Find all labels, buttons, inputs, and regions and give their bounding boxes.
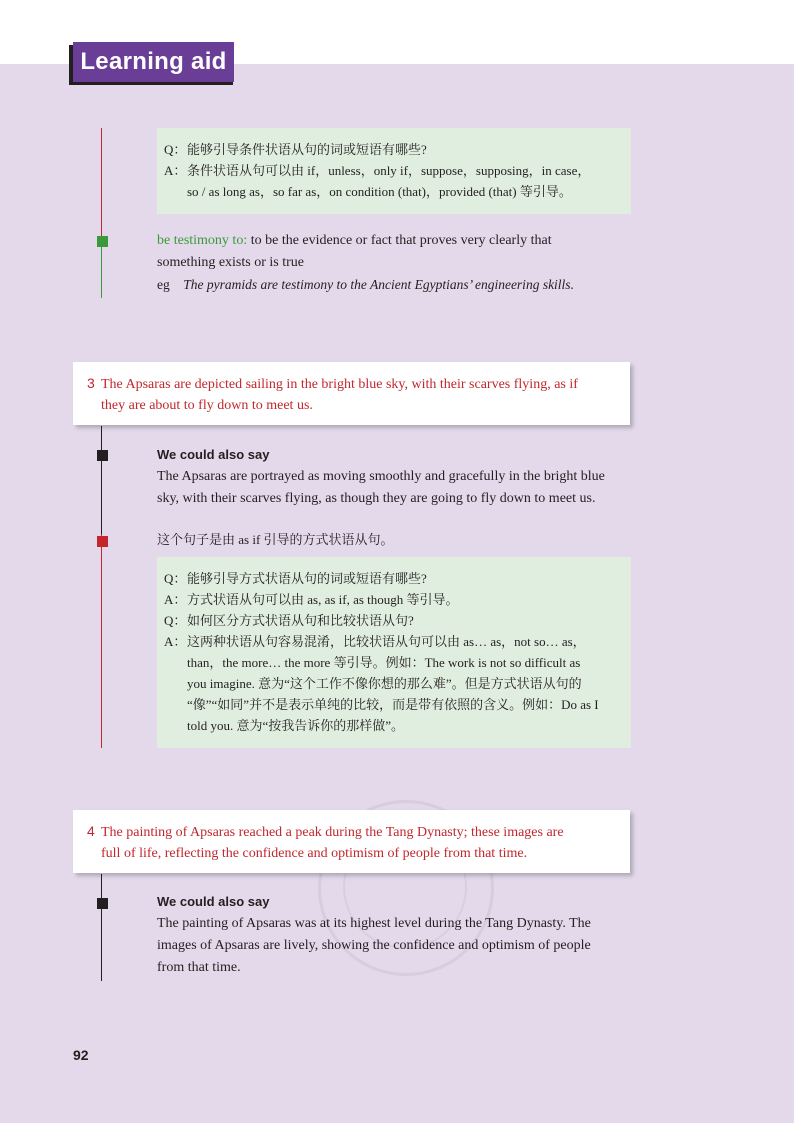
qa-line: “像”“如同”并不是表示单纯的比较，而是带有依照的含义。例如：Do as I: [187, 697, 599, 712]
qa-line: Q：能够引导方式状语从句的词或短语有哪些?: [164, 571, 427, 586]
qa-line: so / as long as，so far as，on condition (that)，provided (that) 等引导。: [187, 184, 572, 199]
sentence-box-3: [73, 362, 630, 425]
also-say-text: The Apsaras are portrayed as moving smoothly and gracefully in the bright blue: [157, 469, 605, 484]
also-say-text: The painting of Apsaras was at its highest level during the Tang Dynasty. The: [157, 916, 591, 931]
black-margin-line: [101, 874, 102, 981]
also-say-4: [157, 891, 637, 979]
green-square-marker: [97, 236, 108, 247]
eg-label: eg: [157, 277, 170, 292]
vocab-entry: [157, 230, 627, 296]
vocab-definition: to be the evidence or fact that proves very clearly that: [247, 233, 552, 248]
learning-aid-badge: Learning aid: [73, 42, 234, 82]
black-square-marker: [97, 898, 108, 909]
also-say-text: from that time.: [157, 960, 241, 975]
qa-line: you imagine. 意为“这个工作不像你想的那么难”。但是方式状语从句的: [187, 676, 582, 691]
qa-line: A：这两种状语从句容易混淆，比较状语从句可以由 as… as，not so… as，: [164, 634, 586, 649]
also-say-text: sky, with their scarves flying, as though they are going to fly down to meet us.: [157, 491, 596, 506]
vocab-term: be testimony to:: [157, 233, 248, 248]
sentence-box-4: [73, 810, 630, 873]
also-say-text: images of Apsaras are lively, showing the confidence and optimism of people: [157, 938, 591, 953]
page-number: 92: [73, 1047, 89, 1063]
red-margin-line: [101, 534, 102, 748]
qa-line: A：方式状语从句可以由 as, as if, as though 等引导。: [164, 592, 459, 607]
black-margin-line: [101, 426, 102, 534]
black-square-marker: [97, 450, 108, 461]
sentence-3-text: 3 The Apsaras are depicted sailing in the bright blue sky, with their scarves flying, as if they are about to fly down to meet us.: [87, 375, 578, 413]
sentence-4-text: 4 The painting of Apsaras reached a peak during the Tang Dynasty; these images are full of life, reflecting the confidence and optimism of people from that time.: [87, 823, 564, 861]
qa-line: than，the more… the more 等引导。例如：The work is not so difficult as: [187, 655, 581, 670]
vocab-definition-cont: something exists or is true: [157, 255, 304, 270]
green-margin-line: [101, 240, 102, 298]
qa-conditional: [164, 139, 624, 202]
qa-line: told you. 意为“按我告诉你的那样做”。: [187, 718, 405, 733]
qa-manner: [164, 568, 626, 736]
also-say-heading: We could also say: [157, 894, 270, 909]
qa-line: A：条件状语从句可以由 if，unless，only if，suppose，supposing，in case，: [164, 163, 591, 178]
eg-sentence: The pyramids are testimony to the Ancient Egyptians’ engineering skills.: [183, 277, 574, 292]
qa-line: Q：如何区分方式状语从句和比较状语从句?: [164, 613, 414, 628]
also-say-heading: We could also say: [157, 447, 270, 462]
grammar-note: 这个句子是由 as if 引导的方式状语从句。: [157, 532, 394, 547]
red-margin-line: [101, 128, 102, 240]
qa-line: Q：能够引导条件状语从句的词或短语有哪些?: [164, 142, 427, 157]
also-say-3: [157, 444, 637, 510]
red-square-marker: [97, 536, 108, 547]
